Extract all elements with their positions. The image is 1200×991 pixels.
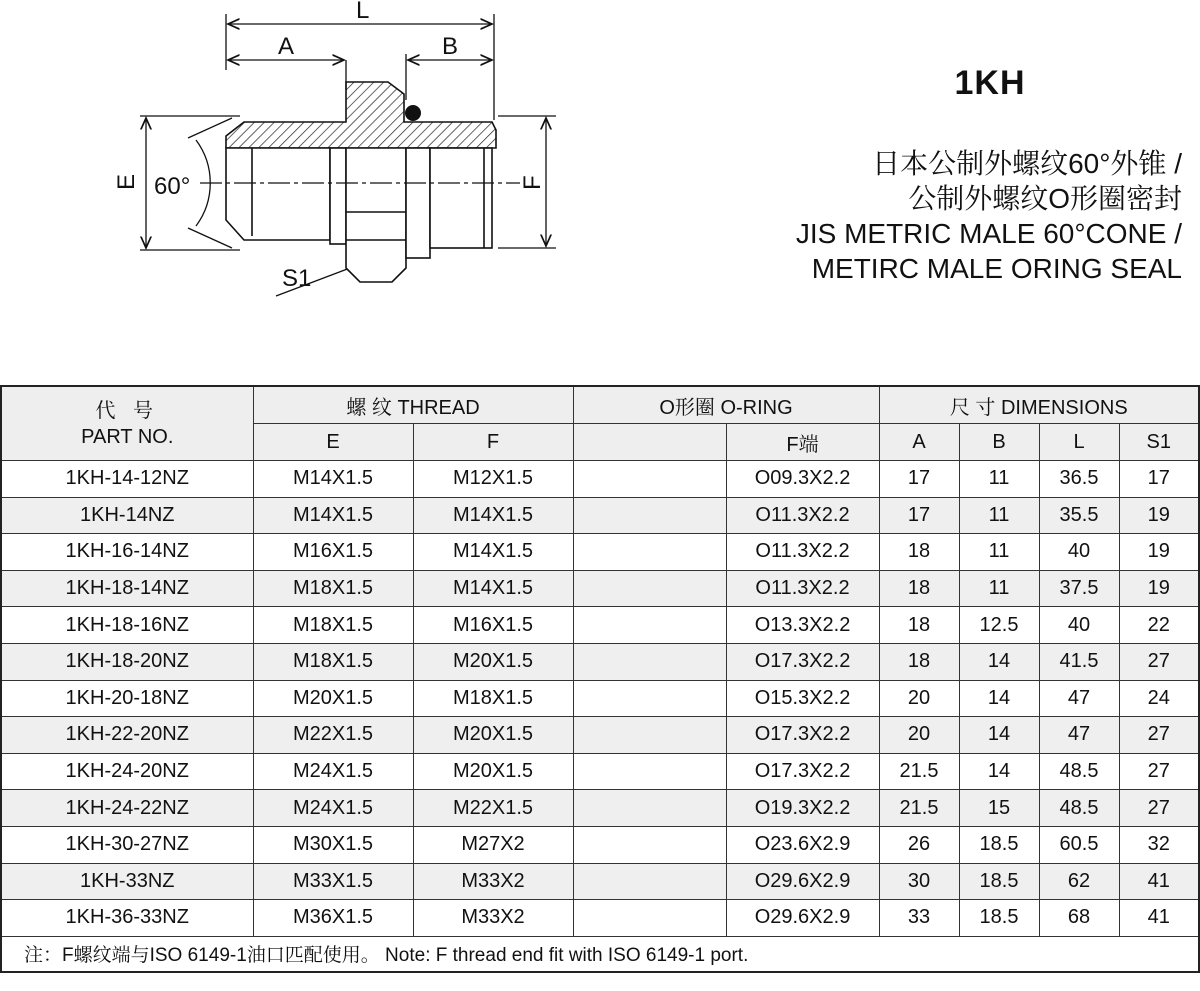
label-a: A	[278, 33, 295, 60]
cell-e: M16X1.5	[253, 534, 413, 571]
cell-a: 33	[879, 900, 959, 937]
cell-s1: 41	[1119, 863, 1199, 900]
cell-a: 18	[879, 643, 959, 680]
label-b: B	[442, 33, 459, 60]
cell-blank	[573, 753, 726, 790]
cell-l: 37.5	[1039, 570, 1119, 607]
label-f: F	[519, 175, 546, 190]
cell-b: 12.5	[959, 607, 1039, 644]
cell-blank	[573, 863, 726, 900]
cell-b: 14	[959, 717, 1039, 754]
description-line-2: 公制外螺纹O形圈密封	[908, 183, 1182, 214]
cell-f: M33X2	[413, 900, 573, 937]
table-row	[1, 717, 1199, 754]
header-s1: S1	[1119, 424, 1199, 461]
cell-e: M20X1.5	[253, 680, 413, 717]
cell-b: 11	[959, 461, 1039, 498]
cell-b: 15	[959, 790, 1039, 827]
cell-e: M33X1.5	[253, 863, 413, 900]
header-blank	[573, 424, 726, 461]
cell-blank	[573, 790, 726, 827]
cell-l: 40	[1039, 534, 1119, 571]
table-row	[1, 826, 1199, 863]
cell-part: 1KH-16-14NZ	[1, 534, 253, 571]
description-line-3: JIS METRIC MALE 60°CONE /	[795, 218, 1182, 249]
cell-b: 11	[959, 534, 1039, 571]
cell-s1: 27	[1119, 643, 1199, 680]
cell-blank	[573, 900, 726, 937]
cell-s1: 24	[1119, 680, 1199, 717]
cell-f: M18X1.5	[413, 680, 573, 717]
cell-f: M20X1.5	[413, 717, 573, 754]
table-row	[1, 497, 1199, 534]
cell-l: 62	[1039, 863, 1119, 900]
cell-oring: O11.3X2.2	[726, 534, 879, 571]
table-row	[1, 863, 1199, 900]
table-row	[1, 680, 1199, 717]
cell-e: M18X1.5	[253, 570, 413, 607]
table-row	[1, 790, 1199, 827]
cell-e: M18X1.5	[253, 643, 413, 680]
header-f: F	[413, 424, 573, 461]
cell-part: 1KH-24-22NZ	[1, 790, 253, 827]
cell-a: 21.5	[879, 753, 959, 790]
label-e: E	[113, 173, 140, 190]
cell-blank	[573, 826, 726, 863]
cell-s1: 27	[1119, 753, 1199, 790]
cell-oring: O17.3X2.2	[726, 753, 879, 790]
cell-s1: 17	[1119, 461, 1199, 498]
cell-f: M12X1.5	[413, 461, 573, 498]
cell-oring: O29.6X2.9	[726, 863, 879, 900]
cell-f: M33X2	[413, 863, 573, 900]
cell-s1: 32	[1119, 826, 1199, 863]
cell-e: M14X1.5	[253, 497, 413, 534]
cell-blank	[573, 497, 726, 534]
cell-e: M18X1.5	[253, 607, 413, 644]
cell-oring: O17.3X2.2	[726, 717, 879, 754]
table-row	[1, 607, 1199, 644]
cell-a: 17	[879, 497, 959, 534]
header-part-en: PART NO.	[81, 425, 174, 448]
cell-a: 30	[879, 863, 959, 900]
cell-s1: 27	[1119, 790, 1199, 827]
cell-a: 20	[879, 680, 959, 717]
cell-blank	[573, 570, 726, 607]
header-part-no	[1, 386, 253, 461]
header-row-1	[1, 386, 1199, 424]
cell-blank	[573, 534, 726, 571]
header-thread: 螺 纹 THREAD	[253, 386, 573, 424]
cell-s1: 19	[1119, 497, 1199, 534]
cell-f: M14X1.5	[413, 570, 573, 607]
header-oring: O形圈 O-RING	[573, 386, 879, 424]
cell-blank	[573, 607, 726, 644]
cell-l: 48.5	[1039, 790, 1119, 827]
cell-f: M20X1.5	[413, 643, 573, 680]
cell-oring: O13.3X2.2	[726, 607, 879, 644]
cell-l: 47	[1039, 717, 1119, 754]
cell-a: 17	[879, 461, 959, 498]
cell-a: 18	[879, 570, 959, 607]
cell-l: 41.5	[1039, 643, 1119, 680]
fitting-body	[226, 148, 492, 282]
header-l: L	[1039, 424, 1119, 461]
cell-e: M30X1.5	[253, 826, 413, 863]
cell-part: 1KH-18-14NZ	[1, 570, 253, 607]
cell-b: 11	[959, 570, 1039, 607]
cell-a: 18	[879, 607, 959, 644]
cell-oring: O17.3X2.2	[726, 643, 879, 680]
cell-f: M20X1.5	[413, 753, 573, 790]
description-line-4: METIRC MALE ORING SEAL	[811, 253, 1182, 284]
cell-b: 18.5	[959, 900, 1039, 937]
cell-e: M24X1.5	[253, 790, 413, 827]
table-row	[1, 753, 1199, 790]
cell-l: 60.5	[1039, 826, 1119, 863]
cell-s1: 41	[1119, 900, 1199, 937]
cell-l: 35.5	[1039, 497, 1119, 534]
cell-b: 14	[959, 753, 1039, 790]
table-row	[1, 643, 1199, 680]
cell-e: M36X1.5	[253, 900, 413, 937]
header-f-end: F端	[726, 424, 879, 461]
header-b: B	[959, 424, 1039, 461]
cell-l: 36.5	[1039, 461, 1119, 498]
cell-s1: 22	[1119, 607, 1199, 644]
cell-l: 47	[1039, 680, 1119, 717]
cell-part: 1KH-14NZ	[1, 497, 253, 534]
spec-table	[0, 385, 1200, 973]
cell-a: 20	[879, 717, 959, 754]
cell-part: 1KH-22-20NZ	[1, 717, 253, 754]
cell-s1: 19	[1119, 534, 1199, 571]
cell-f: M14X1.5	[413, 497, 573, 534]
cell-a: 26	[879, 826, 959, 863]
header-part-cn: 代 号	[95, 399, 160, 422]
table-row	[1, 534, 1199, 571]
cell-a: 21.5	[879, 790, 959, 827]
cell-oring: O09.3X2.2	[726, 461, 879, 498]
table-row	[1, 900, 1199, 937]
cell-oring: O11.3X2.2	[726, 570, 879, 607]
cell-part: 1KH-36-33NZ	[1, 900, 253, 937]
cell-f: M27X2	[413, 826, 573, 863]
cell-f: M16X1.5	[413, 607, 573, 644]
cell-l: 68	[1039, 900, 1119, 937]
o-ring-circle	[405, 105, 421, 121]
cell-part: 1KH-14-12NZ	[1, 461, 253, 498]
cell-f: M22X1.5	[413, 790, 573, 827]
cell-part: 1KH-18-20NZ	[1, 643, 253, 680]
cell-part: 1KH-33NZ	[1, 863, 253, 900]
cell-blank	[573, 461, 726, 498]
cell-oring: O29.6X2.9	[726, 900, 879, 937]
cell-b: 18.5	[959, 863, 1039, 900]
header-dimensions: 尺 寸 DIMENSIONS	[879, 386, 1199, 424]
header-e: E	[253, 424, 413, 461]
cell-b: 14	[959, 680, 1039, 717]
label-l: L	[356, 0, 370, 24]
table-row	[1, 570, 1199, 607]
cell-e: M14X1.5	[253, 461, 413, 498]
cell-blank	[573, 717, 726, 754]
fitting-drawing	[0, 0, 620, 330]
cell-b: 14	[959, 643, 1039, 680]
product-description	[796, 146, 1182, 286]
cell-s1: 19	[1119, 570, 1199, 607]
cell-part: 1KH-18-16NZ	[1, 607, 253, 644]
cell-f: M14X1.5	[413, 534, 573, 571]
cell-a: 18	[879, 534, 959, 571]
cell-b: 18.5	[959, 826, 1039, 863]
note-row	[1, 936, 1199, 972]
cell-part: 1KH-20-18NZ	[1, 680, 253, 717]
section-hatch	[226, 82, 496, 148]
cell-blank	[573, 680, 726, 717]
cell-l: 40	[1039, 607, 1119, 644]
label-s1: S1	[282, 265, 312, 292]
cell-b: 11	[959, 497, 1039, 534]
cell-oring: O23.6X2.9	[726, 826, 879, 863]
header-a: A	[879, 424, 959, 461]
description-line-1: 日本公制外螺纹60°外锥 /	[872, 148, 1182, 179]
cell-oring: O11.3X2.2	[726, 497, 879, 534]
cell-blank	[573, 643, 726, 680]
product-title: 1KH	[954, 64, 1026, 102]
cell-e: M24X1.5	[253, 753, 413, 790]
cell-part: 1KH-24-20NZ	[1, 753, 253, 790]
label-angle: 60°	[154, 173, 191, 200]
cell-part: 1KH-30-27NZ	[1, 826, 253, 863]
note-text: 注：F螺纹端与ISO 6149-1油口匹配使用。 Note: F thread end fit with ISO 6149-1 port.	[1, 936, 1199, 972]
cell-oring: O15.3X2.2	[726, 680, 879, 717]
cell-oring: O19.3X2.2	[726, 790, 879, 827]
cell-s1: 27	[1119, 717, 1199, 754]
table-row	[1, 461, 1199, 498]
cell-l: 48.5	[1039, 753, 1119, 790]
cell-e: M22X1.5	[253, 717, 413, 754]
